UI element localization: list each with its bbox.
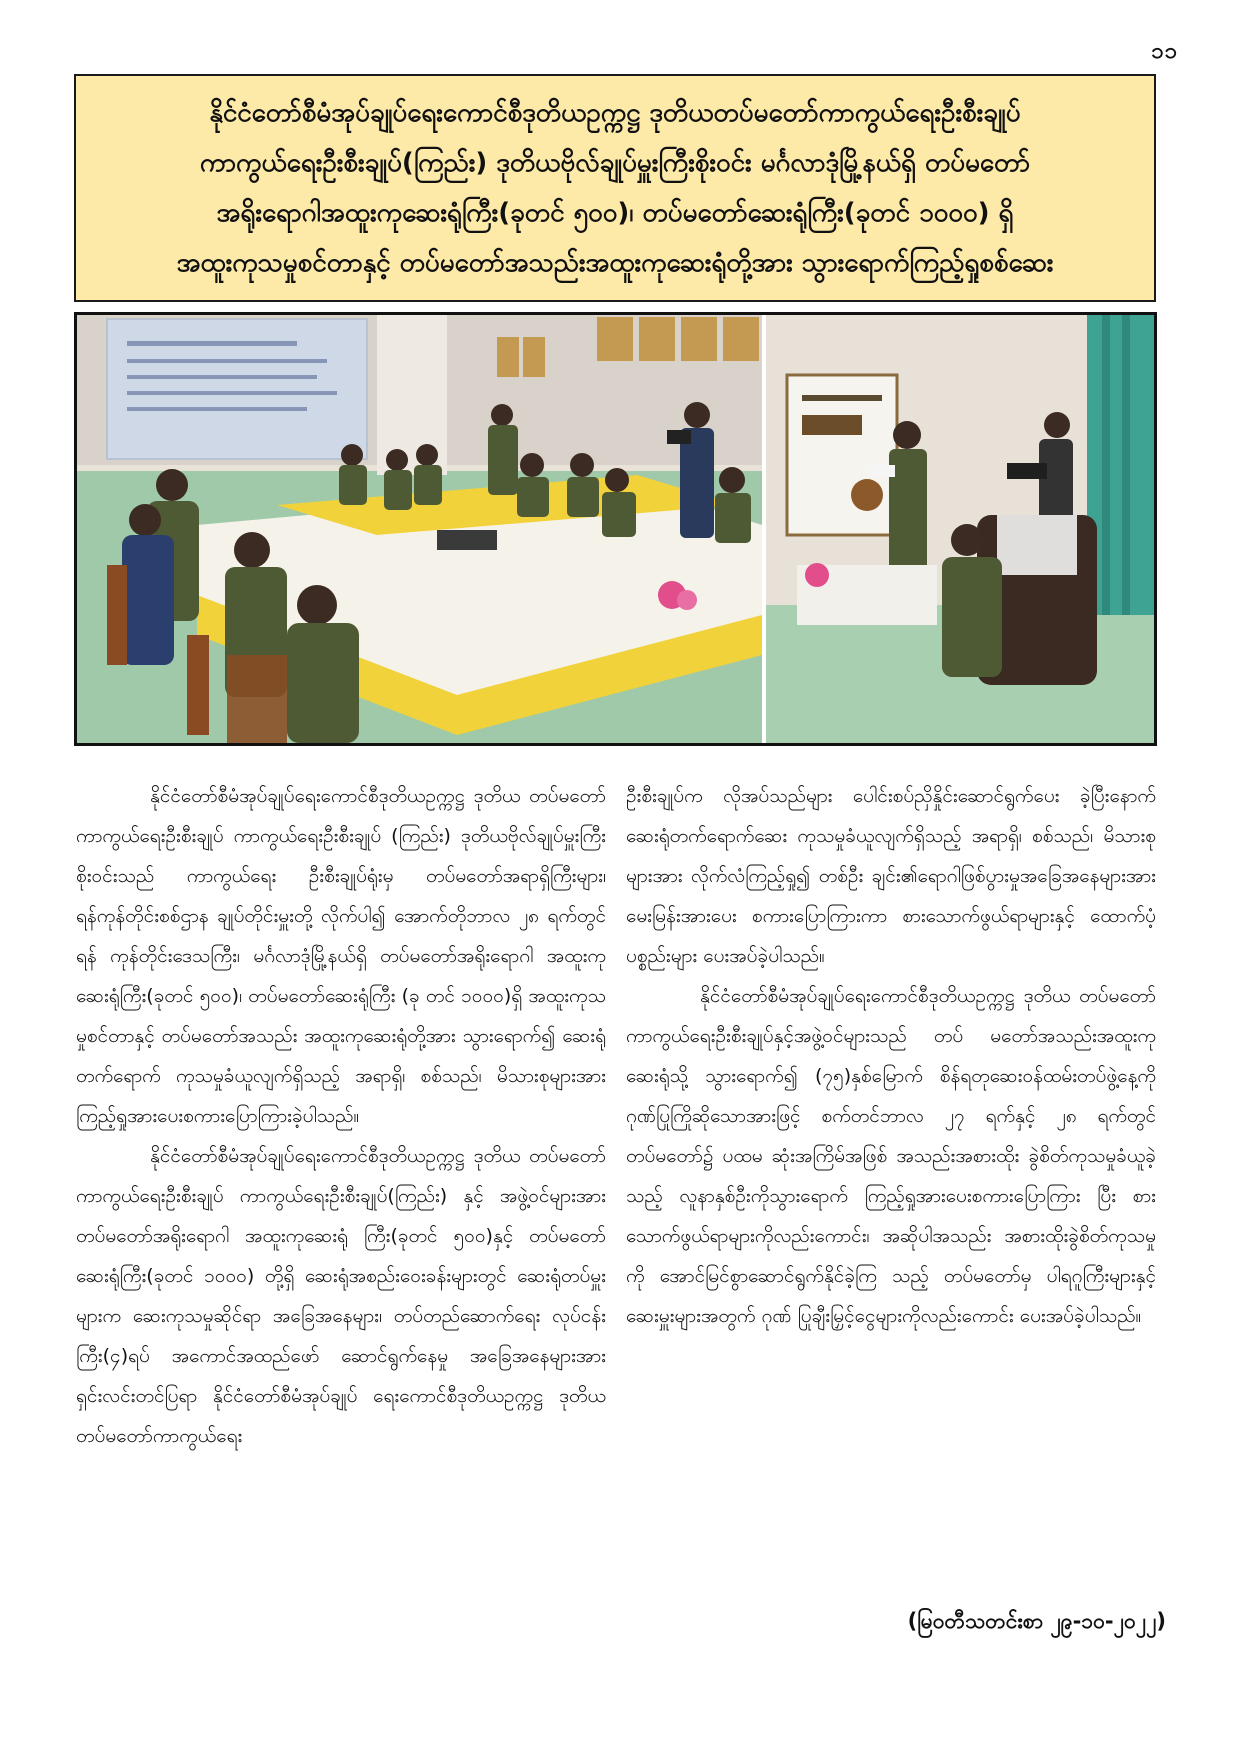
article-body (76, 776, 1156, 1456)
article-paragraph: နိုင်ငံတော်စီမံအုပ်ချုပ်ရေးကောင်စီဒုတိယဥက္ကဋ္ဌ ဒုတိယ တပ်မတော်ကာကွယ်ရေးဦးစီးချုပ်နှင့်အဖွဲ့ဝင်များသည် တပ် မတော်အသည်းအထူးကုဆေးရုံသို့ သွားရောက်၍ (၇၅)နှစ်မြောက် စိန်ရတုဆေးဝန်ထမ်းတပ်ဖွဲ့နေ့ကို ဂုဏ်ပြုကြိုဆိုသောအားဖြင့် စက်တင်ဘာလ ၂၇ ရက်နှင့် ၂၈ ရက်တွင် တပ်မတော်၌ ပထမ ဆုံးအကြိမ်အဖြစ် အသည်းအစားထိုး ခွဲစိတ်ကုသမှုခံယူခဲ့သည့် လူနာနှစ်ဦးကိုသွားရောက် ကြည့်ရှုအားပေးစကားပြောကြား ပြီး စားသောက်ဖွယ်ရာများကိုလည်းကောင်း၊ အဆိုပါအသည်း အစားထိုးခွဲစိတ်ကုသမှုကို အောင်မြင်စွာဆောင်ရွက်နိုင်ခဲ့ကြ သည့် တပ်မတော်မှ ပါရဂူကြီးများနှင့် ဆေးမှူးများအတွက် ဂုဏ် ပြုချီးမြှင့်ငွေများကိုလည်းကောင်း ပေးအပ်ခဲ့ပါသည်။ (626, 985, 1156, 1327)
headline-box (74, 74, 1156, 302)
article-paragraph: ဦးစီးချုပ်က လိုအပ်သည်များ ပေါင်းစပ်ညှိနှိုင်းဆောင်ရွက်ပေး ခဲ့ပြီးနောက် ဆေးရုံတက်ရောက်ဆေး ကုသမှုခံယူလျက်ရှိသည့် အရာရှိ၊ စစ်သည်၊ မိသားစုများအား လိုက်လံကြည့်ရှု၍ တစ်ဦး ချင်း၏ရောဂါဖြစ်ပွားမှုအခြေအနေများအား မေးမြန်းအားပေး စကားပြောကြားကာ စားသောက်ဖွယ်ရာများနှင့် ထောက်ပံ့ ပစ္စည်းများ ပေးအပ်ခဲ့ပါသည်။ (626, 785, 1156, 967)
page-number: ၁၁ (1151, 39, 1178, 64)
article-paragraph: နိုင်ငံတော်စီမံအုပ်ချုပ်ရေးကောင်စီဒုတိယဥက္ကဋ္ဌ ဒုတိယ တပ်မတော်ကာကွယ်ရေးဦးစီးချုပ် ကာကွယ်ရေးဦးစီးချုပ်(ကြည်း) နှင့် အဖွဲ့ဝင်များအား တပ်မတော်အရိုးရောဂါ အထူးကုဆေးရုံ ကြီး(ခုတင် ၅၀၀)နှင့် တပ်မတော်ဆေးရုံကြီး(ခုတင် ၁၀၀၀) တို့ရှိ ဆေးရုံအစည်းဝေးခန်းများတွင် ဆေးရုံတပ်မှူးများက ဆေးကုသမှုဆိုင်ရာ အခြေအနေများ၊ တပ်တည်ဆောက်ရေး လုပ်ငန်းကြီး(၄)ရပ် အကောင်အထည်ဖော် ဆောင်ရွက်နေမှု အခြေအနေများအား ရှင်းလင်းတင်ပြရာ နိုင်ငံတော်စီမံအုပ်ချုပ် ရေးကောင်စီဒုတိယဥက္ကဋ္ဌ ဒုတိယတပ်မတော်ကာကွယ်ရေး (76, 1145, 606, 1447)
briefing-photo (766, 315, 1154, 743)
article-paragraph: နိုင်ငံတော်စီမံအုပ်ချုပ်ရေးကောင်စီဒုတိယဥက္ကဋ္ဌ ဒုတိယ တပ်မတော်ကာကွယ်ရေးဦးစီးချုပ် ကာကွယ်ရေးဦးစီးချုပ် (ကြည်း) ဒုတိယဗိုလ်ချုပ်မှူးကြီး စိုးဝင်းသည် ကာကွယ်ရေး ဦးစီးချုပ်ရုံးမှ တပ်မတော်အရာရှိကြီးများ၊ ရန်ကုန်တိုင်းစစ်ဌာန ချုပ်တိုင်းမှူးတို့ လိုက်ပါ၍ အောက်တိုဘာလ ၂၈ ရက်တွင် ရန် ကုန်တိုင်းဒေသကြီး၊ မင်္ဂလာဒုံမြို့နယ်ရှိ တပ်မတော်အရိုးရောဂါ အထူးကုဆေးရုံကြီး(ခုတင် ၅၀၀)၊ တပ်မတော်ဆေးရုံကြီး (ခု တင် ၁၀၀၀)ရှိ အထူးကုသမှုစင်တာနှင့် တပ်မတော်အသည်း အထူးကုဆေးရုံတို့အား သွားရောက်၍ ဆေးရုံတက်ရောက် ကုသမှုခံယူလျက်ရှိသည့် အရာရှိ၊ စစ်သည်၊ မိသားစုများအား ကြည့်ရှုအားပေးစကားပြောကြားခဲ့ပါသည်။ (76, 785, 606, 1127)
headline-line-4: အထူးကုသမှုစင်တာနှင့် တပ်မတော်အသည်းအထူးကုဆေးရုံတို့အား သွားရောက်ကြည့်ရှုစစ်ဆေး (176, 248, 1054, 278)
headline-line-2: ကာကွယ်ရေးဦးစီးချုပ်(ကြည်း) ဒုတိယဗိုလ်ချုပ်မှူးကြီးစိုးဝင်း မင်္ဂလာဒုံမြို့နယ်ရှိ တပ်မတော် (199, 148, 1031, 178)
source-credit: (မြဝတီသတင်းစာ ၂၉-၁၀-၂၀၂၂) (907, 1609, 1166, 1633)
headline-line-1: နိုင်ငံတော်စီမံအုပ်ချုပ်ရေးကောင်စီဒုတိယဥက္ကဋ္ဌ ဒုတိယတပ်မတော်ကာကွယ်ရေးဦးစီးချုပ် (209, 98, 1021, 128)
headline-line-3: အရိုးရောဂါအထူးကုဆေးရုံကြီး(ခုတင် ၅၀၀)၊ တပ်မတော်ဆေးရုံကြီး(ခုတင် ၁၀၀၀) ရှိ (216, 198, 1014, 228)
left-column (76, 776, 606, 1456)
right-column (626, 776, 1156, 1456)
meeting-room-photo (77, 315, 762, 743)
news-photo (74, 312, 1157, 746)
